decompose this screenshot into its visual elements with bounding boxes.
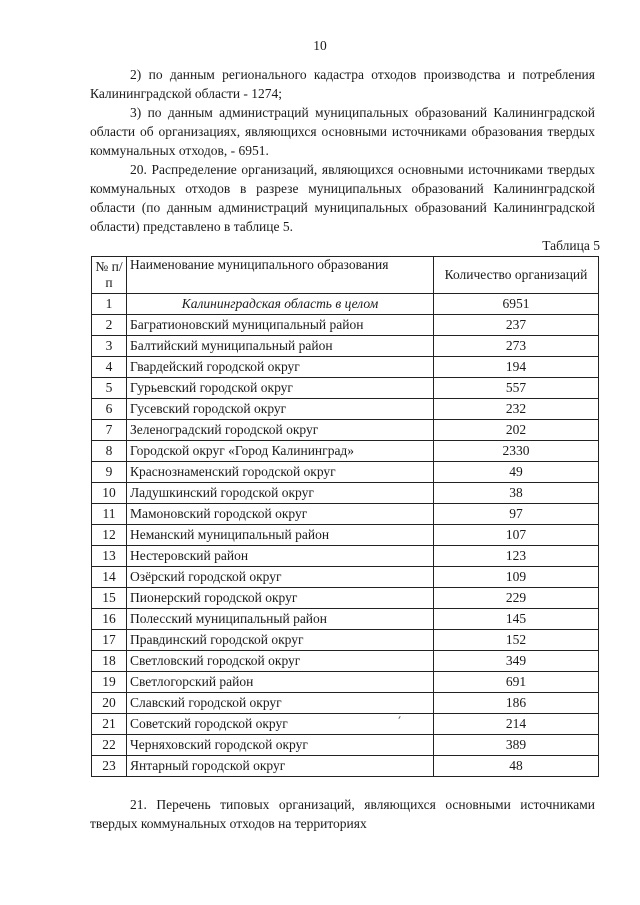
- table-row: [92, 399, 599, 420]
- organization-count: 48: [434, 756, 599, 777]
- table-row: [92, 756, 599, 777]
- municipality-name: Ладушкинский городской округ: [127, 483, 434, 504]
- table-row: [92, 315, 599, 336]
- organization-count: 145: [434, 609, 599, 630]
- paragraph-cadastre: 2) по данным регионального кадастра отходов производства и потребления Калининградской области - 1274;: [90, 67, 595, 101]
- row-number: 2: [92, 315, 127, 336]
- organization-count: 237: [434, 315, 599, 336]
- organization-count: 389: [434, 735, 599, 756]
- organization-count: 123: [434, 546, 599, 567]
- municipality-name: Черняховский городской округ: [127, 735, 434, 756]
- table-row: [92, 714, 599, 735]
- organization-count: 49: [434, 462, 599, 483]
- row-number: 12: [92, 525, 127, 546]
- municipality-name: Советский городской округ: [127, 714, 434, 735]
- table-row: [92, 336, 599, 357]
- table-row: [92, 294, 599, 315]
- row-number: 7: [92, 420, 127, 441]
- top-paragraphs: [90, 65, 595, 236]
- table-row: [92, 609, 599, 630]
- row-number: 18: [92, 651, 127, 672]
- table-row: [92, 462, 599, 483]
- organization-count: 97: [434, 504, 599, 525]
- table-caption: Таблица 5: [542, 238, 600, 253]
- municipality-name: Озёрский городской округ: [127, 567, 434, 588]
- municipality-name: Гвардейский городской округ: [127, 357, 434, 378]
- table-header-row: [92, 257, 599, 294]
- row-number: 14: [92, 567, 127, 588]
- organization-count: 107: [434, 525, 599, 546]
- row-number: 17: [92, 630, 127, 651]
- organization-count: 194: [434, 357, 599, 378]
- header-num: № п/п: [92, 257, 127, 294]
- row-number: 13: [92, 546, 127, 567]
- row-number: 23: [92, 756, 127, 777]
- row-number: 15: [92, 588, 127, 609]
- organization-count: 273: [434, 336, 599, 357]
- row-number: 9: [92, 462, 127, 483]
- table-row: [92, 630, 599, 651]
- municipality-name: Мамоновский городской округ: [127, 504, 434, 525]
- table-row: [92, 693, 599, 714]
- municipality-name: Нестеровский район: [127, 546, 434, 567]
- row-number: 19: [92, 672, 127, 693]
- header-name: Наименование муниципального образования: [127, 257, 434, 294]
- row-number: 21: [92, 714, 127, 735]
- organization-count: 38: [434, 483, 599, 504]
- municipality-name: Светловский городской округ: [127, 651, 434, 672]
- table-row: [92, 441, 599, 462]
- table-row: [92, 651, 599, 672]
- row-number: 6: [92, 399, 127, 420]
- paragraph-typical-organizations: 21. Перечень типовых организаций, являющихся основными источниками твердых коммунальных отходов на территориях: [90, 797, 595, 831]
- table-row: [92, 357, 599, 378]
- municipality-name: Светлогорский район: [127, 672, 434, 693]
- municipality-name: Зеленоградский городской округ: [127, 420, 434, 441]
- organization-count: 349: [434, 651, 599, 672]
- row-number: 20: [92, 693, 127, 714]
- bottom-paragraph: [90, 795, 595, 833]
- municipality-name: Гурьевский городской округ: [127, 378, 434, 399]
- row-number: 8: [92, 441, 127, 462]
- row-number: 1: [92, 294, 127, 315]
- row-number: 16: [92, 609, 127, 630]
- table-row: [92, 567, 599, 588]
- table-row: [92, 735, 599, 756]
- organization-count: 691: [434, 672, 599, 693]
- municipality-name: Полесский муниципальный район: [127, 609, 434, 630]
- row-number: 3: [92, 336, 127, 357]
- municipality-name: Гусевский городской округ: [127, 399, 434, 420]
- organization-count: 214: [434, 714, 599, 735]
- municipality-name: Янтарный городской округ: [127, 756, 434, 777]
- organization-count: 152: [434, 630, 599, 651]
- row-number: 5: [92, 378, 127, 399]
- organization-count: 232: [434, 399, 599, 420]
- organization-count: 229: [434, 588, 599, 609]
- header-count: Количество организаций: [434, 257, 599, 294]
- paragraph-distribution: 20. Распределение организаций, являющихся основными источниками твердых коммунальных отходов в разрезе муниципальных образований Калининградской области (по данным администраций муниципальных образований Калининградской области) представлено в таблице 5.: [90, 162, 595, 234]
- paragraph-administrations: 3) по данным администраций муниципальных образований Калининградской области об организациях, являющихся основными источниками образования твердых коммунальных отходов, - 6951.: [90, 105, 595, 158]
- organization-count: 202: [434, 420, 599, 441]
- row-number: 4: [92, 357, 127, 378]
- organization-count: 6951: [434, 294, 599, 315]
- organization-count: 557: [434, 378, 599, 399]
- table-row: [92, 483, 599, 504]
- table-row: [92, 588, 599, 609]
- municipality-name: Багратионовский муниципальный район: [127, 315, 434, 336]
- table-row: [92, 672, 599, 693]
- municipality-name: Калининградская область в целом: [127, 294, 434, 315]
- organizations-table: [91, 256, 599, 777]
- municipality-name: Городской округ «Город Калининград»: [127, 441, 434, 462]
- municipality-name: Пионерский городской округ: [127, 588, 434, 609]
- municipality-name: Неманский муниципальный район: [127, 525, 434, 546]
- municipality-name: Краснознаменский городской округ: [127, 462, 434, 483]
- page-number: 10: [313, 38, 327, 53]
- municipality-name: Славский городской округ: [127, 693, 434, 714]
- municipality-name: Правдинский городской округ: [127, 630, 434, 651]
- row-number: 11: [92, 504, 127, 525]
- organization-count: 109: [434, 567, 599, 588]
- municipality-name: Балтийский муниципальный район: [127, 336, 434, 357]
- table-row: [92, 525, 599, 546]
- row-number: 22: [92, 735, 127, 756]
- table-row: [92, 378, 599, 399]
- row-number: 10: [92, 483, 127, 504]
- table-row: [92, 546, 599, 567]
- organization-count: 186: [434, 693, 599, 714]
- organization-count: 2330: [434, 441, 599, 462]
- table-body: [92, 294, 599, 777]
- table-row: [92, 420, 599, 441]
- table-row: [92, 504, 599, 525]
